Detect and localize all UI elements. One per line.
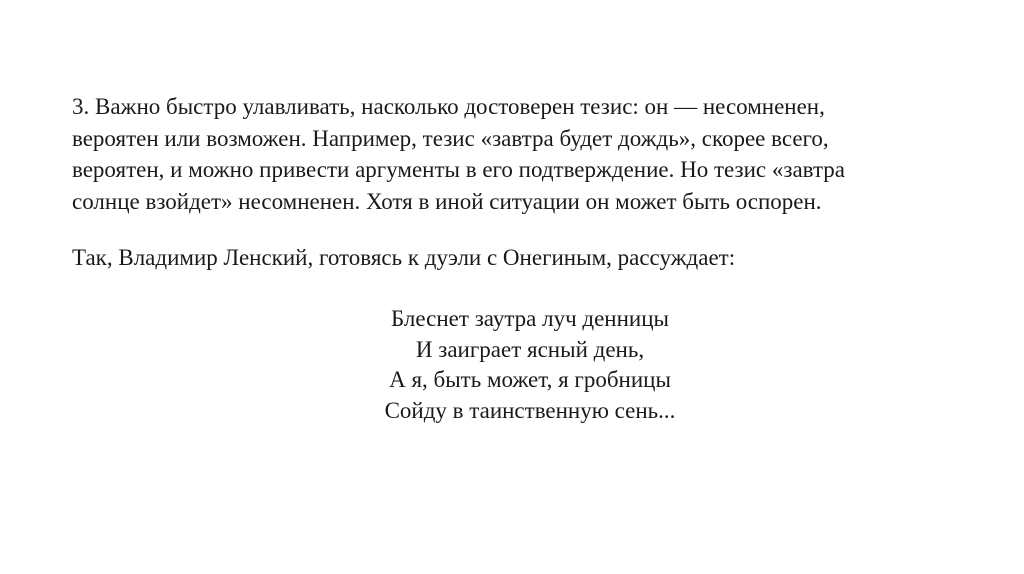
poem-line: Блеснет заутра луч денницы — [391, 306, 669, 331]
poem-line: Сойду в таинственную сень... — [384, 397, 676, 423]
poem-line: А я, быть может, я гробницы — [389, 367, 671, 392]
poem-quote — [300, 304, 760, 426]
quote-intro: Так, Владимир Ленский, готовясь к дуэли с Онегиным, рассуждает: — [72, 245, 736, 270]
paragraph-line: 3. Важно быстро улавливать, насколько достоверен тезис: он — несомненен, — [72, 94, 825, 119]
thesis-paragraph — [72, 91, 972, 217]
paragraph-line: вероятен или возможен. Например, тезис «завтра будет дождь», скорее всего, — [72, 125, 829, 151]
paragraph-line: солнце взойдет» несомненен. Хотя в иной ситуации он может быть оспорен. — [72, 188, 822, 214]
paragraph-line: вероятен, и можно привести аргументы в его подтверждение. Но тезис «завтра — [72, 157, 846, 182]
poem-line: И заиграет ясный день, — [415, 336, 645, 362]
